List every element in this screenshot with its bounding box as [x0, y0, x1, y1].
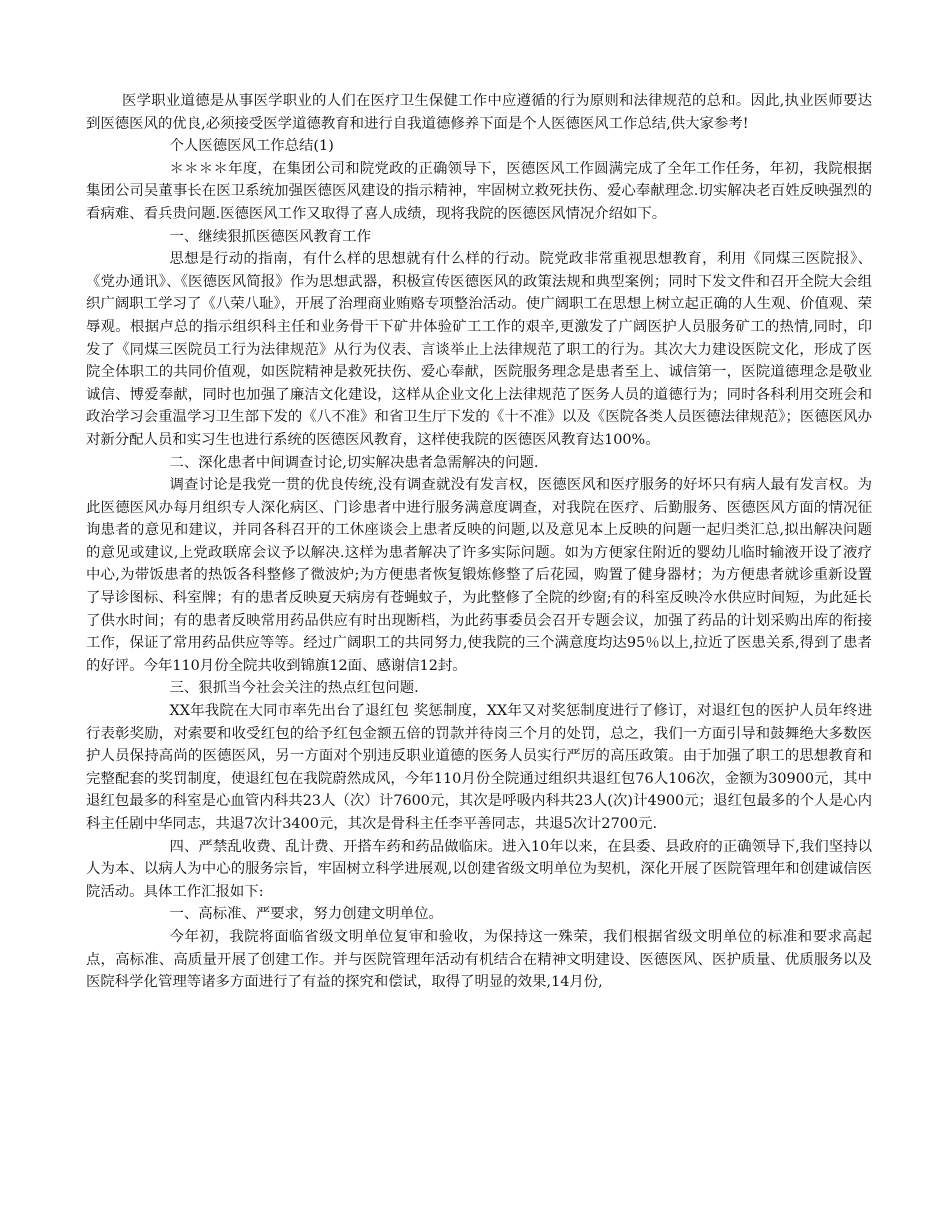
- body-paragraph: 调查讨论是我党一贯的优良传统,没有调查就没有发言权，医德医风和医疗服务的好坏只有病人最有发言权。为此医德医风办每月组织专人深化病区、门诊患者中进行服务满意度调查，对我院在医疗、后勤服务、医德医风方面的情况征询患者的意见和建议，并同各科召开的工休座谈会上患者反映的问题,以及意见本上反映的问题一起归类汇总,拟出解决问题的意见或建议,上党政联席会议予以解决.这样为患者解决了许多实际问题。如为方便家住附近的婴幼儿临时输液开设了液疗中心,为带饭患者的热饭各科整修了微波炉;为方便患者恢复锻炼修整了后花园，购置了健身器材；为方便患者就诊重新设置了导诊图标、科室牌；有的患者反映夏天病房有苍蝇蚊子，为此整修了全院的纱窗;有的科室反映冷水供应时间短，为此延长了供水时间；有的患者反映常用药品供应有时出现断档，为此药事委员会召开专题会议，加强了药品的计划采购出库的衔接工作，保证了常用药品供应等等。经过广阔职工的共同努力,使我院的三个满意度均达95％以上,拉近了医患关系,得到了患者的好评。今年110月份全院共收到锦旗12面、感谢信12封。: [86, 477, 872, 674]
- document-page: [86, 90, 872, 994]
- section-heading: 一、继续狠抓医德医风教育工作: [169, 228, 371, 245]
- section-heading: 四、严禁乱收费、乱计费、开搭车药和药品做临床。进入10年以来，在县委、县政府的正确领导下,我们坚持以人为本、以病人为中心的服务宗旨，牢固树立科学进展观,以创建省级文明单位为契机，深化开展了医院管理年和创建诚信医院活动。具体工作汇报如下:: [86, 838, 872, 900]
- body-paragraph: ＊＊＊＊年度，在集团公司和院党政的正确领导下，医德医风工作圆满完成了全年工作任务，年初，我院根据集团公司吴董事长在医卫系统加强医德医风建设的指示精神，牢固树立救死扶伤、爱心奉献理念.切实解决老百姓反映强烈的看病难、看兵贵问题.医德医风工作又取得了喜人成绩，现将我院的医德医风情况介绍如下。: [86, 160, 872, 222]
- intro-paragraph: 医学职业道德是从事医学职业的人们在医疗卫生保健工作中应遵循的行为原则和法律规范的总和。因此,执业医师要达到医德医风的优良,必须接受医学道德教育和进行自我道德修养下面是个人医德医风工作总结,供大家参考!: [86, 93, 872, 132]
- section-heading: 三、狠抓当今社会关注的热点红包问题.: [169, 680, 419, 697]
- section-heading: 二、深化患者中间调查讨论,切实解决患者急需解决的问题.: [169, 454, 539, 471]
- body-paragraph: XX年我院在大同市率先出台了退红包 奖惩制度，XX年又对奖惩制度进行了修订，对退红包的医护人员年终进行表彰奖励，对索要和收受红包的给予红包金额五倍的罚款并待岗三个月的处罚，总之，我们一方面引导和鼓舞绝大多数医护人员保持高尚的医德医风，另一方面对个别违反职业道德的医务人员实行严厉的高压政策。由于加强了职工的思想教育和完整配套的奖罚制度，使退红包在我院蔚然成风，今年110月份全院通过组织共退红包76人106次，金额为30900元，其中退红包最多的科室是心血管内科共23人（次）计7600元，其次是呼吸内科共23人(次)计4900元；退红包最多的个人是心内科主任剧中华同志，共退7次计3400元，其次是骨科主任李平善同志，共退5次计2700元.: [86, 703, 872, 832]
- document-title: 个人医德医风工作总结(1): [169, 138, 334, 155]
- body-paragraph: 思想是行动的指南，有什么样的思想就有什么样的行动。院党政非常重视思想教育，利用《同煤三医院报》、《党办通讯》、《医德医风简报》作为思想武器，积极宣传医德医风的政策法规和典型案例；同时下发文件和召开全院大会组织广阔职工学习了《八荣八耻》，开展了治理商业贿赂专项整治活动。使广阔职工在思想上树立起正确的人生观、价值观、荣辱观。根据卢总的指示组织科主任和业务骨干下矿井体验矿工工作的艰辛,更激发了广阔医护人员服务矿工的热情,同时，印发了《同煤三医院员工行为法律规范》从行为仪表、言谈举止上法律规范了职工的行为。其次大力建设医院文化，形成了医院全体职工的共同价值观，如医院精神是救死扶伤、爱心奉献，医院服务理念是患者至上、诚信第一，医院道德理念是敬业诚信、博爱奉献，同时也加强了廉洁文化建设，这样从企业文化上法律规范了医务人员的道德行为；同时各科利用交班会和政治学习会重温学习卫生部下发的《八不准》和省卫生厅下发的《十不准》以及《医院各类人员医德法律规范》；医德医风办对新分配人员和实习生也进行系统的医德医风教育，这样使我院的医德医风教育达100%。: [86, 251, 872, 448]
- section-heading: 一、高标准、严要求，努力创建文明单位。: [169, 906, 443, 923]
- body-paragraph: 今年初，我院将面临省级文明单位复审和验收，为保持这一殊荣，我们根据省级文明单位的标准和要求高起点，高标准、高质量开展了创建工作。并与医院管理年活动有机结合在精神文明建设、医德医风、医护质量、优质服务以及医院科学化管理等诸多方面进行了有益的探究和偿试，取得了明显的效果,14月份,: [86, 928, 872, 991]
